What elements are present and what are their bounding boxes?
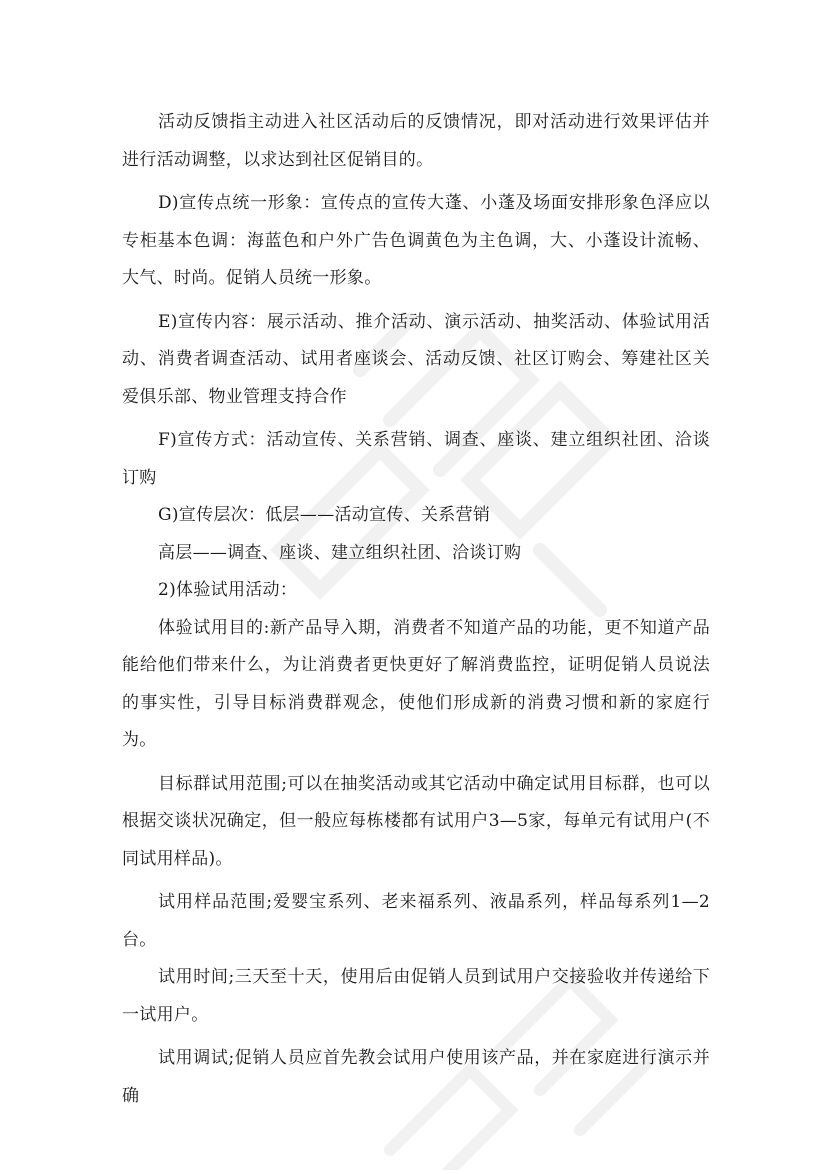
paragraph-target-group: 目标群试用范围;可以在抽奖活动或其它活动中确定试用目标群，也可以根据交谈状况确定，但一般应每栋楼都有试用户3—5家，每单元有试用户(不同试用样品)。	[122, 773, 710, 869]
paragraph-section-2-heading: 2)体验试用活动：	[158, 580, 298, 600]
paragraph-sample-range: 试用样品范围;爱婴宝系列、老来福系列、液晶系列，样品每系列1—2台。	[122, 892, 710, 950]
paragraph-activity-feedback: 活动反馈指主动进入社区活动后的反馈情况，即对活动进行效果评估并进行活动调整，以求达到社区促销目的。	[122, 112, 710, 170]
paragraph-trial-purpose: 体验试用目的:新产品导入期，消费者不知道产品的功能，更不知道产品能给他们带来什么，为让消费者更快更好了解消费监控，证明促销人员说法的事实性，引导目标消费群观念，使他们形成新的消费习惯和新的家庭行为。	[122, 617, 710, 750]
paragraph-trial-debugging: 试用调试;促销人员应首先教会试用户使用该产品，并在家庭进行演示并确	[122, 1048, 710, 1106]
paragraph-g-promotion-level: G)宣传层次：低层——活动宣传、关系营销	[158, 505, 491, 525]
paragraph-e-promotion-content: E)宣传内容：展示活动、推介活动、演示活动、抽奖活动、体验试用活动、消费者调查活动、试用者座谈会、活动反馈、社区订购会、筹建社区关爱俱乐部、物业管理支持合作	[122, 311, 710, 407]
paragraph-trial-time: 试用时间;三天至十天，使用后由促销人员到试用户交接验收并传递给下一试用户。	[122, 967, 710, 1025]
paragraph-d-unified-image: D)宣传点统一形象：宣传点的宣传大蓬、小蓬及场面安排形象色泽应以专柜基本色调：海蓝色和户外广告色调黄色为主色调，大、小蓬设计流畅、大气、时尚。促销人员统一形象。	[122, 193, 710, 288]
paragraph-f-promotion-method: F)宣传方式：活动宣传、关系营销、调查、座谈、建立组织社团、洽谈订购	[122, 430, 710, 488]
document-body	[122, 104, 710, 1115]
paragraph-high-level: 高层——调查、座谈、建立组织社团、洽谈订购	[158, 542, 522, 563]
